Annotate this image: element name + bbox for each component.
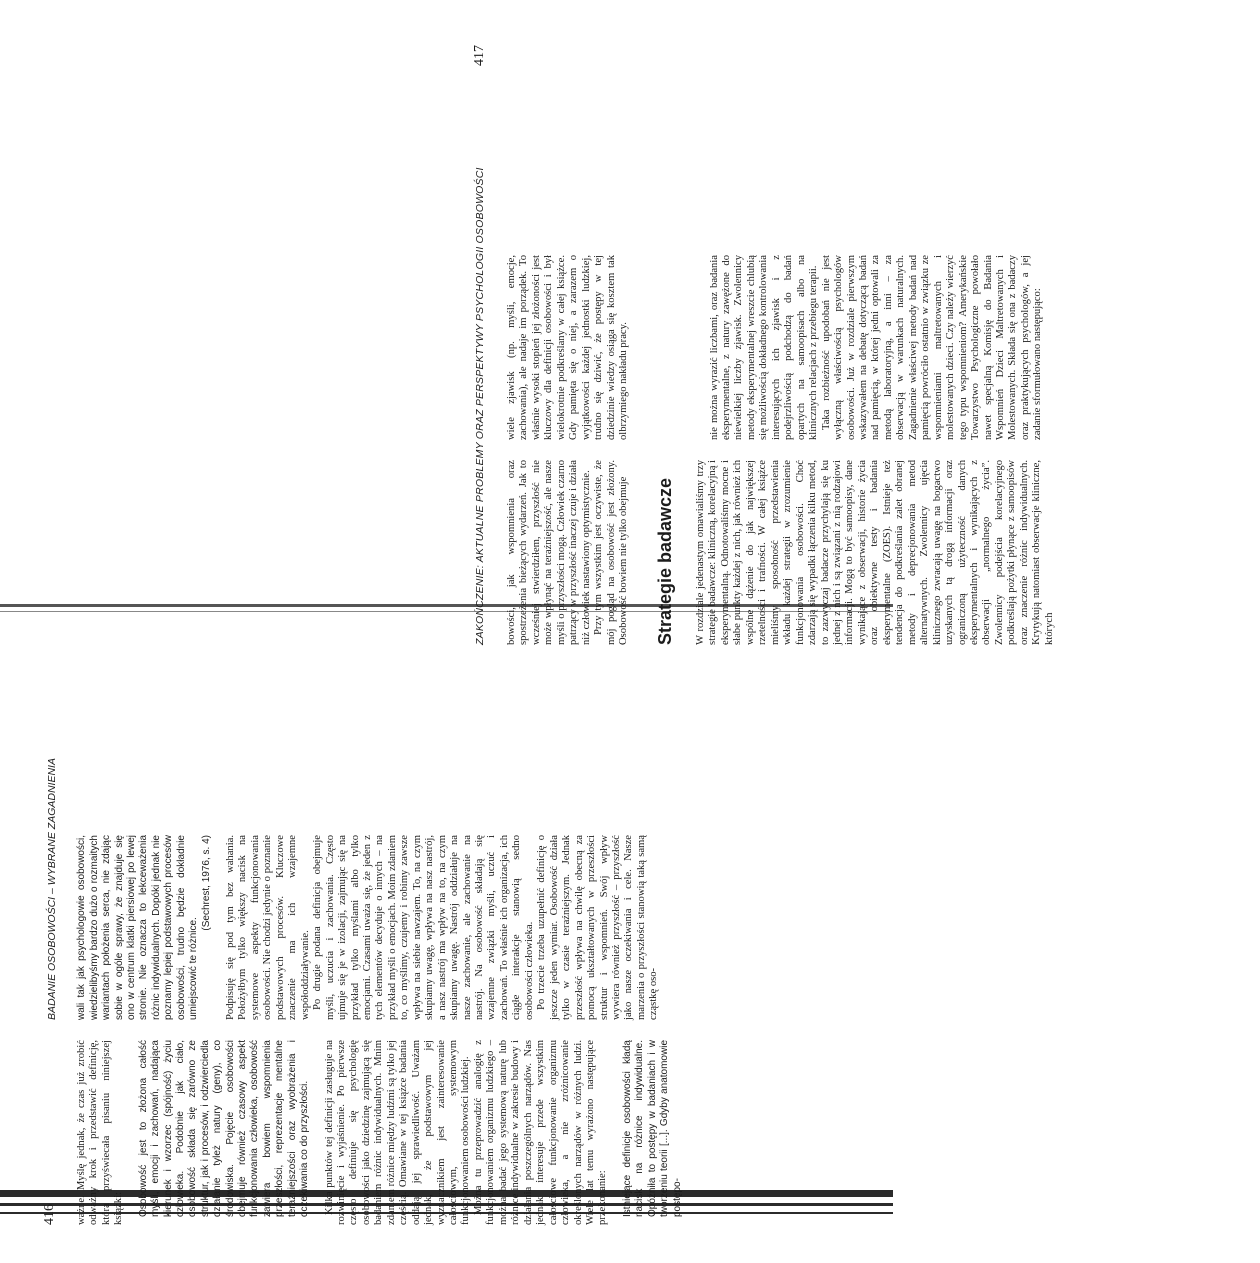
- right-page-header: [470, 45, 500, 645]
- left-page-column-2: [46, 758, 826, 1020]
- running-head: ZAKOŃCZENIE: AKTUALNE PROBLEMY ORAZ PERSPEKTYWY PSYCHOLOGII OSOBOWOŚCI: [474, 167, 486, 645]
- right-page: [470, 45, 1260, 645]
- paragraph: nie można wyrazić liczbami, oraz badania eksperymentalne, z natury zawężone do niewielkiej liczby zjawisk. Zwolennicy metody eksperymentalnej wreszcie chlubią się możliwością dokładnego kontrolowania interesujących ich zjawisk i z podejrzliwością podchodzą do badań opartych na samoopisach albo na klinicznych relacjach z przebiegu terapii.: [708, 255, 820, 440]
- paragraph: W rozdziale jedenastym omawialiśmy trzy strategie badawcze: kliniczną, korelacyjną i eksperymentalną. Odnotowaliśmy mocne i słabe punkty każdej z nich, jak również ich wspólne dążenie do jak największej rzetelności i trafności. W całej książce mieliśmy sposobność przedstawienia wkładu każdej strategii w zrozumienie funkcjonowania osobowości. Choć zdarzają się wypadki łączenia kilku metod, to zazwyczaj badacze przychylają się ku jednej z nich i są związani z nią rodzajowi informacji. Mogą to być samoopisy, dane wynikające z obserwacji, historie życia oraz obiektywne testy i badania eksperymentalne (ZOES). Istnieje też tendencja do podkreślania zalet obranej metody i deprecjonowania metod alternatywnych. Zwolennicy ujęcia klinicznego zwracają uwagę na bogactwo uzyskanych tą drogą informacji oraz ograniczoną użyteczność danych eksperymentalnych i wynikających z obserwacji „normalnego życia”. Zwolennicy podejścia korelacyjnego podkreślają pożytki płynące z samoopisów oraz znaczenie różnic indywidualnych. Krytykują natomiast obserwacje kliniczne, których: [694, 459, 1055, 645]
- page-number: 417: [472, 45, 487, 66]
- block-quote: wali tak jak psychologowie osobowości, wiedzielibyśmy bardzo dużo o rozmaitych wariantach położenia serca, nie zdając sobie w ogóle sprawy, że znajduje się ono w centrum klatki piersiowej po lewej stronie. Nie oznacza to lekceważenia różnic indywidualnych. Dopóki jednak nie poznamy lepiej podstawowych procesów osobowości, trudno będzie dokładnie umiejscowić te różnice.: [76, 835, 200, 1020]
- citation: (Sechrest, 1976, s. 4): [200, 835, 212, 931]
- paragraph: Można tu przeprowadzić analogię z funkcjonowaniem organizmu ludzkiego – można badać jego systemową naturę lub różnice indywidualne w zakresie budowy i działania poszczególnych narządów. Nas jednak interesuje przede wszystkim całościowe funkcjonowanie organizmu człowieka, a nie zróżnicowanie określonych narządów w różnych ludzi. Wiele lat temu wyrażono następujące przekonanie:: [472, 1040, 609, 1225]
- left-page: [40, 625, 830, 1225]
- paragraph: Po trzecie trzeba uzupełnić definicję o jeszcze jeden wymiar. Osobowość działa tylko w czasie teraźniejszym. Jednak przeszłość wpływa na chwilę obecną za pomocą ukształtowanych w przeszłości struktur i wspomnień. Swój wpływ wywiera również przyszłość – przyszłość jako nasze oczekiwania i cele. Nasze marzenia o przyszłości stanowią taką samą cząstkę oso-: [536, 835, 660, 1020]
- paragraph: Taka rozbieżność upodobań nie jest wyłączną właściwością psychologów osobowości. Już w rozdziale pierwszym wskazywałem na debatę dotyczącą badań nad pamięcią, w której jedni optowali za metodą laboratoryjną, a inni – za obserwacją w warunkach naturalnych. Zagadnienie właściwej metody badań nad pamięcią powróciło ostatnio w związku ze wspomnieniami maltretowanych i molestowanych dzieci. Czy należy wierzyć tego typu wspomnieniom? Amerykańskie Towarzystwo Psychologiczne powołało nawet specjalną Komisję do Badania Wspomnień Dzieci Maltretowanych i Molestowanych. Składa się ona z badaczy oraz praktykujących psychologów, a jej zadanie sformułowano następująco:: [820, 255, 1044, 440]
- left-page-column-1: [76, 1040, 826, 1225]
- section-heading: Strategie badawcze: [654, 477, 675, 645]
- block-quote: Istniejące definicje osobowości kładą nacisk na różnice indywidualne. Opóźniła to postępy w badaniach i w tworzeniu teorii [...]. Gdyby anatomowie postępo-: [621, 1040, 683, 1217]
- running-head: BADANIE OSOBOWOŚCI – WYBRANE ZAGADNIENIA: [46, 758, 58, 1020]
- paragraph: ważne. Myślę jednak, że czas już zrobić odważny krok i przedstawić definicję, która przyświecała pisaniu niniejszej książki:: [76, 1040, 125, 1225]
- page-number: 416: [42, 1204, 57, 1225]
- paragraph: bowości, jak wspomnienia oraz spostrzeżenia bieżących wydarzeń. Jak to wcześniej stwierdziłem, przyszłość nie może wpłynąć na teraźniejszość, ale nasze myśli o przyszłości mogą. Człowiek czarno patrzący w przyszłość inaczej czuje i działa niż człowiek nastawiony optymistycznie.: [506, 460, 592, 645]
- paragraph: Po drugie podana definicja obejmuje myśli, uczucia i zachowania. Często ujmuje się je w izolacji, zajmując się na przykład tylko myślami albo tylko emocjami. Czasami uważa się, że jeden z tych elementów decyduje o innych – na przykład myśli o emocjach. Moim zdaniem to, co myślimy, czujemy i robimy zawsze wpływa na siebie nawzajem. To, na czym skupiamy uwagę, wpływa na nasz nastrój, a nasz nastrój ma wpływ na to, na czym skupiamy uwagę. Nastrój oddziałuje na nasze zachowanie, ale zachowanie na nastrój. Na osobowość składają się wzajemne związki myśli, uczuć i zachowań. To właśnie ich organizacja, ich ciągłe interakcje stanowią sedno osobowości człowieka.: [312, 835, 535, 1020]
- definition-quote: Osobowość jest to złożona całość myśli, emocji i zachowań, nadająca kierunek i wzorzec (spójność) życiu człowieka. Podobnie jak ciało, osobowość składa się zarówno ze struktur, jak i procesów, i odzwierciedla działanie tyleż natury (geny), co środowiska. Pojęcie osobowości obejmuje również czasowy aspekt funkcjonowania człowieka, osobowość zawiera bowiem wspomnienia przeszłości, reprezentacje mentalne teraźniejszości oraz wyobrażenia i oczekiwania co do przyszłości.: [137, 1040, 311, 1217]
- paragraph: Kilka punktów tej definicji zasługuje na rozwinięcie i wyjaśnienie. Po pierwsze często definiuje się psychologię osobowości jako dziedzinę zajmującą się badaniem różnic indywidualnych. Mnim zdaniem różnice między ludźmi są tylko jej częścią. Omawiane w tej książce badania oddają jej sprawiedliwość. Uważam jednak, że podstawowym jej wyznacznikiem jest zainteresowanie całościowym, systemowym funkcjonowaniem osobowości ludzkiej.: [323, 1040, 472, 1225]
- right-page-column-2: [506, 255, 1256, 440]
- paragraph: Przy tym wszystkim jest oczywiste, że mój pogląd na osobowość jest złożony. Osobowość bowiem nie tylko obejmuje: [593, 460, 630, 645]
- paragraph: wiele zjawisk (np. myśli, emocje, zachowania), ale nadaje im porządek. To właśnie wysoki stopień jej złożoności jest kluczowy dla definicji osobowości i był wielokrotnie podkreślany w całej książce. Gdy pamięta się o niej, a zarazem o wyjątkowości każdej jednostki ludzkiej, trudno się dziwić, że postępy w tej dziedzinie wiedzy osiąga się kosztem tak olbrzymiego nakładu pracy.: [506, 255, 630, 440]
- paragraph: Podpisuję się pod tym bez wahania. Położyłbym tylko większy nacisk na systemowe aspekty funkcjonowania osobowości. Nie chodzi jedynie o poznanie podstawowych procesów. Kluczowe znaczenie ma ich wzajemne współoddziaływanie.: [224, 835, 311, 1020]
- right-page-column-1: [506, 460, 1256, 645]
